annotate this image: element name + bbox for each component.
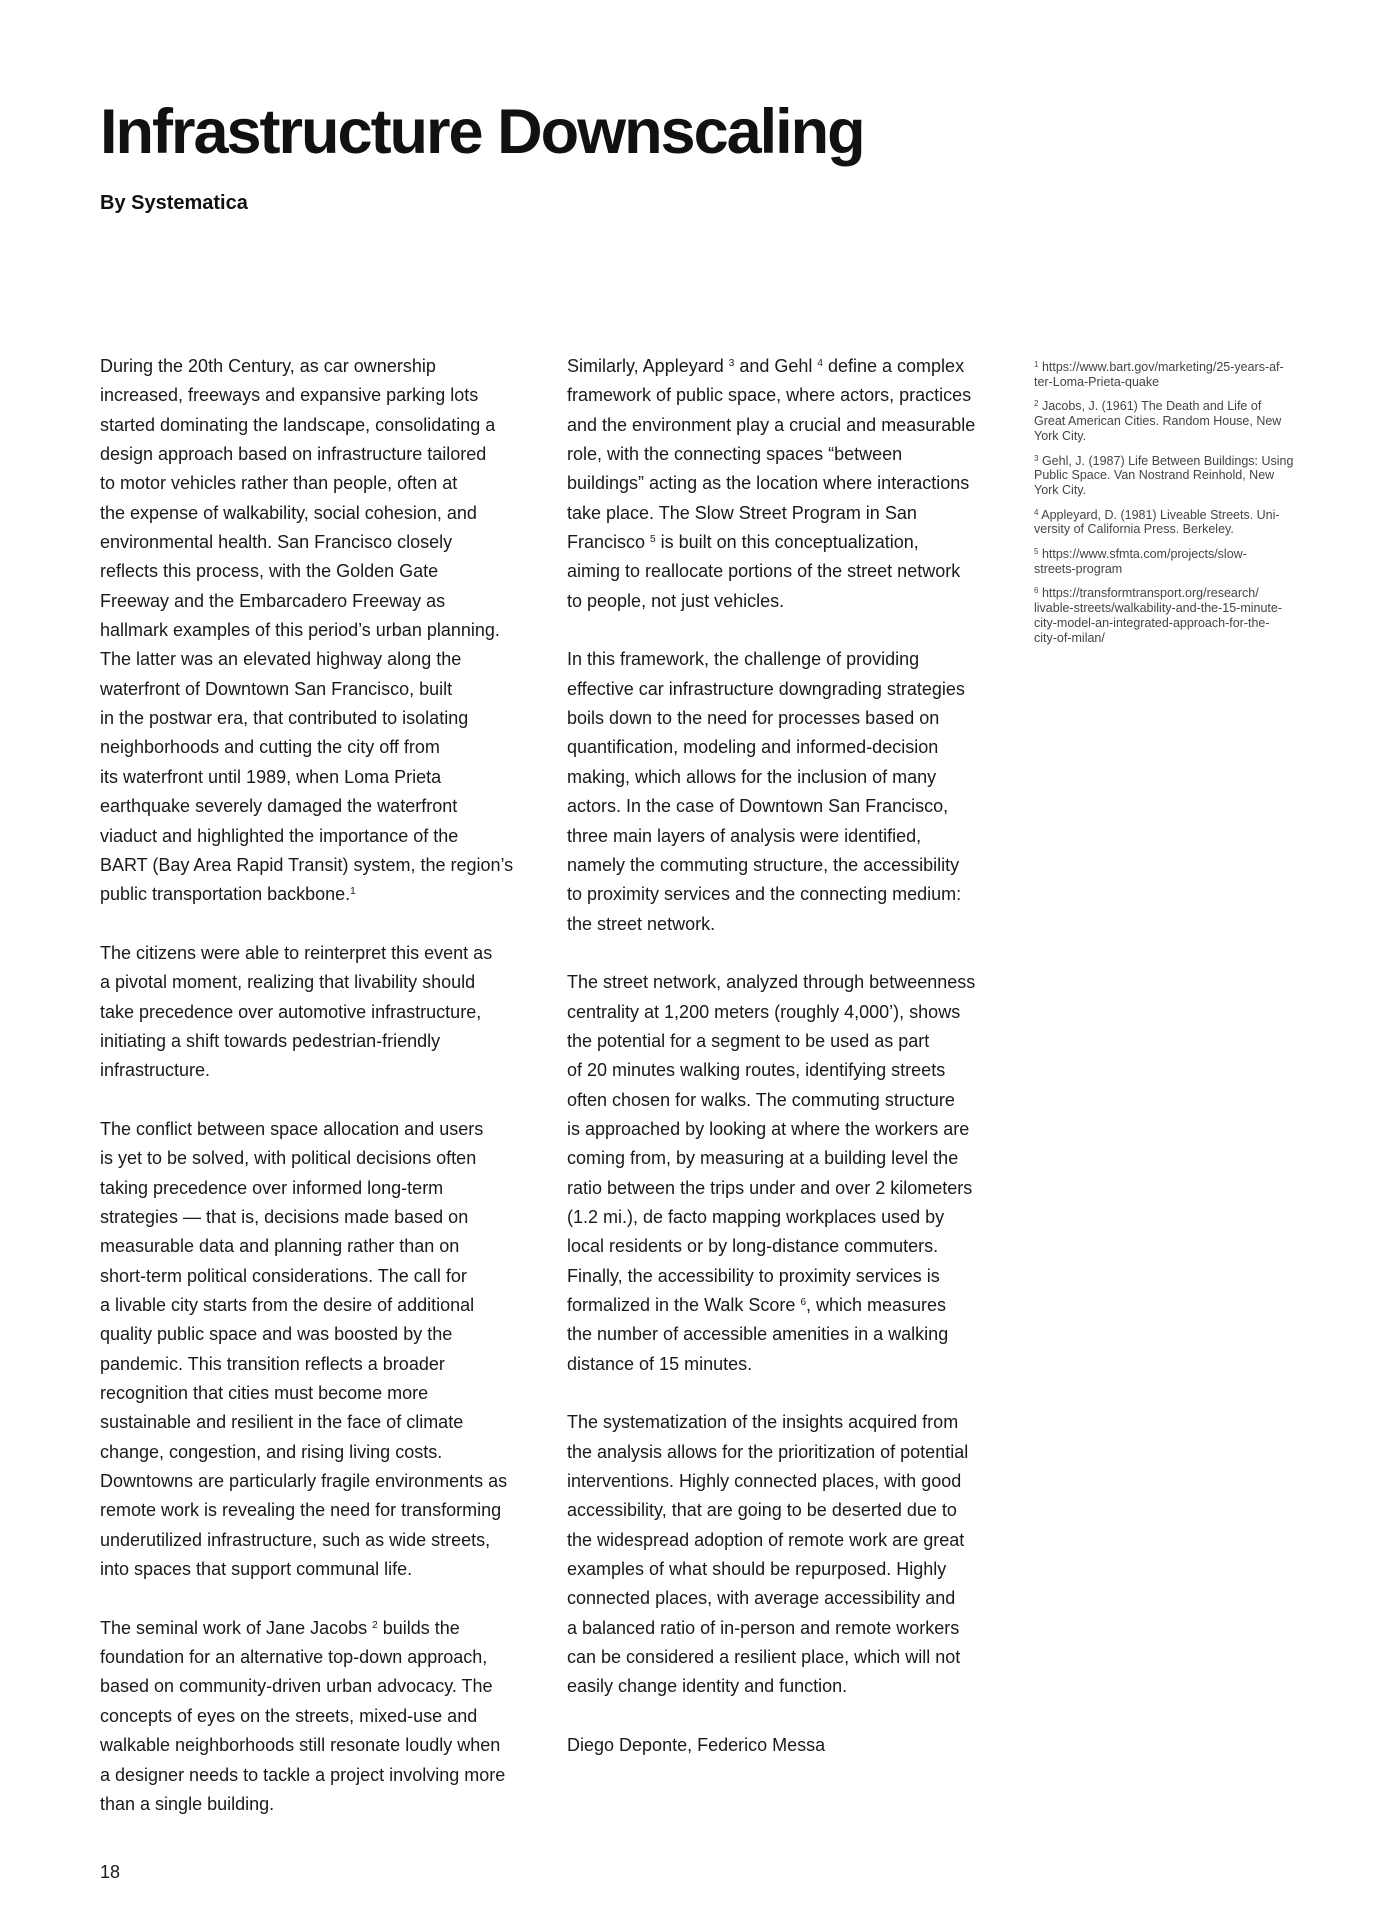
text-line: change, congestion, and rising living costs. <box>100 1441 443 1462</box>
text-line: a designer needs to tackle a project involving more <box>100 1764 506 1785</box>
text-line: interventions. Highly connected places, with good <box>567 1471 962 1492</box>
text-line: The systematization of the insights acquired from <box>567 1412 959 1433</box>
text-line: (1.2 mi.), de facto mapping workplaces used by <box>567 1206 945 1227</box>
author-credit: Diego Deponte, Federico Messa <box>567 1735 826 1756</box>
text-line: three main layers of analysis were identified, <box>567 825 922 846</box>
text-line: to people, not just vehicles. <box>567 590 785 611</box>
footnote-line[interactable]: streets-program <box>1034 561 1123 576</box>
text-line: aiming to reallocate portions of the street network <box>567 561 961 582</box>
text-line: underutilized infrastructure, such as wide streets, <box>100 1529 491 1550</box>
text-line: role, with the connecting spaces “between <box>567 444 903 465</box>
text-line: framework of public space, where actors, practices <box>567 385 972 406</box>
footnote-ref-3[interactable]: 3 <box>728 358 735 369</box>
footnote-line: York City. <box>1034 482 1087 497</box>
text-line: design approach based on infrastructure tailored <box>100 444 487 465</box>
text-line: is approached by looking at where the workers are <box>567 1118 970 1139</box>
footnote-line[interactable]: livable-streets/walkability-and-the-15-minute- <box>1034 601 1283 616</box>
text-line: distance of 15 minutes. <box>567 1353 753 1374</box>
paragraph-2 <box>100 939 540 1086</box>
text-line: than a single building. <box>100 1793 275 1814</box>
text-line: walkable neighborhoods still resonate loudly when <box>100 1735 501 1756</box>
footnote-ref-5[interactable]: 5 <box>650 534 656 546</box>
text-line: a pivotal moment, realizing that livability should <box>100 972 476 993</box>
text-line: strategies — that is, decisions made based on <box>100 1206 469 1227</box>
text-line: quality public space and was boosted by the <box>100 1324 453 1345</box>
footnote-ref-6[interactable]: 6 <box>800 1297 806 1308</box>
paragraph-3 <box>100 1115 540 1585</box>
text-line: Freeway and the Embarcadero Freeway as <box>100 590 446 611</box>
text-line: of 20 minutes walking routes, identifying streets <box>567 1060 946 1081</box>
paragraph-4: The seminal work of Jane Jacobs $^2$ builds the foundation for an alternative top-down approach, based on community-driven urban advocacy. The concepts of eyes on the streets, mixed-use and walkable neighborhoods still resonate loudly when a designer needs to tackle a project involving more than a single building. <box>100 1617 506 1814</box>
text-line: Finally, the accessibility to proximity services is <box>567 1265 940 1286</box>
text-line: boils down to the need for processes based on <box>567 708 940 729</box>
text-line: effective car infrastructure downgrading strategies <box>567 678 965 699</box>
text-line: short-term political considerations. The call for <box>100 1265 467 1286</box>
footnote-line[interactable]: https://www.bart.gov/marketing/25-years-af- <box>1041 360 1284 374</box>
footnote-line: Jacobs, J. (1961) The Death and Life of <box>1041 399 1262 414</box>
text-line: accessibility, that are going to be deserted due to <box>567 1500 957 1521</box>
footnote-6 <box>1034 586 1304 645</box>
footnote-line[interactable]: city-model-an-integrated-approach-for-the- <box>1034 615 1270 630</box>
text-line: ratio between the trips under and over 2 kilometers <box>567 1177 973 1198</box>
text-line: connected places, with average accessibility and <box>567 1588 956 1609</box>
byline: By Systematica <box>100 192 248 214</box>
footnote-line: versity of California Press. Berkeley. <box>1034 522 1234 537</box>
footnote-5 <box>1034 547 1304 576</box>
footnote-number: 1 <box>1034 360 1039 369</box>
text-line: and the environment play a crucial and measurable <box>567 414 976 435</box>
text-line: infrastructure. <box>100 1060 211 1081</box>
footnote-ref-2[interactable]: 2 <box>372 1619 378 1631</box>
footnote-4 <box>1034 508 1304 537</box>
text-line: to proximity services and the connecting medium: <box>567 884 962 905</box>
text-line: viaduct and highlighted the importance of the <box>100 825 459 846</box>
paragraph-8 <box>567 1408 1007 1701</box>
text-line: increased, freeways and expansive parking lots <box>100 385 479 406</box>
text-line: concepts of eyes on the streets, mixed-use and <box>100 1705 478 1726</box>
text-line: started dominating the landscape, consolidating a <box>100 414 496 435</box>
text-line: pandemic. This transition reflects a broader <box>100 1353 445 1374</box>
text-line: environmental health. San Francisco closely <box>100 532 453 553</box>
text-line: local residents or by long-distance commuters. <box>567 1236 939 1257</box>
body-column-left <box>100 352 540 1819</box>
footnote-line[interactable]: https://transformtransport.org/research/ <box>1041 586 1259 601</box>
text-line: sustainable and resilient in the face of climate <box>100 1412 464 1433</box>
text-line: a balanced ratio of in-person and remote workers <box>567 1617 960 1638</box>
text-line: in the postwar era, that contributed to isolating <box>100 708 469 729</box>
text-line: In this framework, the challenge of providing <box>567 649 920 670</box>
text-line: easily change identity and function. <box>567 1676 848 1697</box>
text-line: The conflict between space allocation and users <box>100 1118 484 1139</box>
footnote-number: 5 <box>1034 547 1039 557</box>
text-line: taking precedence over informed long-term <box>100 1177 444 1198</box>
footnote-line[interactable]: https://www.sfmta.com/projects/slow- <box>1041 547 1247 562</box>
body-column-middle <box>567 352 1007 1761</box>
text-line: to motor vehicles rather than people, often at <box>100 473 458 494</box>
text-line: the expense of walkability, social cohesion, and <box>100 502 477 523</box>
footnote-ref-4[interactable]: 4 <box>817 358 823 369</box>
text-line: based on community-driven urban advocacy. The <box>100 1676 493 1697</box>
paragraph-7: The street network, analyzed through betweenness centrality at 1,200 meters (roughly 4,000’), shows the potential for a segment to be used as part of 20 minutes walking routes, identifying streets often chosen for walks. The commuting structure is approached by looking at where the workers are coming from, by measuring at a building level the ratio between the trips under and over 2 kilometers (1.2 mi.), de facto mapping workplaces used by local residents or by long-distance commuters. Finally, the accessibility to proximity services is formalized in the Walk Score $^6$, which measures the number of accessible amenities in a walking distance of 15 minutes. <box>567 972 976 1374</box>
text-line: the analysis allows for the prioritization of potential <box>567 1441 969 1462</box>
text-line: The street network, analyzed through betweenness <box>567 972 976 993</box>
text-line: Downtowns are particularly fragile environments as <box>100 1471 508 1492</box>
text-line: The citizens were able to reinterpret this event as <box>100 942 493 963</box>
text-line: earthquake severely damaged the waterfront <box>100 796 458 817</box>
text-line: a livable city starts from the desire of additional <box>100 1295 475 1315</box>
footnote-line[interactable]: city-of-milan/ <box>1034 630 1105 645</box>
footnote-number: 3 <box>1034 453 1039 463</box>
text-line: foundation for an alternative top-down approach, <box>100 1647 488 1668</box>
page-number: 18 <box>100 1862 121 1882</box>
text-line: namely the commuting structure, the accessibility <box>567 854 960 875</box>
text-line: quantification, modeling and informed-decision <box>567 737 939 758</box>
footnote-1 <box>1034 360 1304 389</box>
text-line: can be considered a resilient place, which will not <box>567 1647 961 1668</box>
text-line: BART (Bay Area Rapid Transit) system, the region’s <box>100 854 514 875</box>
paragraph-1: During the 20th Century, as car ownership increased, freeways and expansive parking lots started dominating the landscape, consolidating a design approach based on infrastructure tailored to motor vehicles rather than people, often at the expense of walkability, social cohesion, and environmental health. San Francisco closely reflects this process, with the Golden Gate Freeway and the Embarcadero Freeway as hallmark examples of this period’s urban planning. The latter was an elevated highway along the waterfront of Downtown San Francisco, built in the postwar era, that contributed to isolating neighborhoods and cutting the city off from its waterfront until 1989, when Loma Prieta earthquake severely damaged the waterfront viaduct and highlighted the importance of the BART (Bay Area Rapid Transit) system, the region’s public transportation backbone.$^1$ <box>100 356 514 905</box>
page-title: Infrastructure Downscaling <box>100 97 864 167</box>
text-line: its waterfront until 1989, when Loma Prieta <box>100 766 442 787</box>
footnote-number: 6 <box>1034 586 1039 596</box>
paragraph-6 <box>567 645 1007 938</box>
text-line: reflects this process, with the Golden Gate <box>100 561 439 582</box>
text-line: often chosen for walks. The commuting structure <box>567 1089 955 1110</box>
text-line: initiating a shift towards pedestrian-friendly <box>100 1030 441 1051</box>
footnote-3 <box>1034 454 1304 498</box>
footnote-line[interactable]: ter-Loma-Prieta-quake <box>1034 374 1160 389</box>
footnote-number: 4 <box>1034 507 1039 517</box>
text-line: the street network. <box>567 913 716 934</box>
text-line: centrality at 1,200 meters (roughly 4,000’), shows <box>567 1001 961 1022</box>
footnote-line: Appleyard, D. (1981) Liveable Streets. Uni- <box>1041 507 1280 522</box>
text-line: The latter was an elevated highway along the <box>100 649 462 670</box>
text-line: into spaces that support communal life. <box>100 1559 413 1580</box>
footnote-line: York City. <box>1034 428 1087 443</box>
text-line: the widespread adoption of remote work are great <box>567 1529 965 1550</box>
paragraph-5: Similarly, Appleyard $^3$ and Gehl $^4$ define a complex framework of public space, where actors, practices and the environment play a crucial and measurable role, with the connecting spaces “between buildings” acting as the location where interactions take place. The Slow Street Program in San Francisco $^5$ is built on this conceptualization, aiming to reallocate portions of the street network to people, not just vehicles. <box>567 356 976 611</box>
text-line: During the 20th Century, as car ownership <box>100 356 436 376</box>
footnote-line: Gehl, J. (1987) Life Between Buildings: Using <box>1041 453 1294 468</box>
text-line: take place. The Slow Street Program in San <box>567 502 917 523</box>
footnote-ref-1[interactable]: 1 <box>350 886 356 898</box>
text-line: coming from, by measuring at a building level the <box>567 1148 959 1169</box>
text-line: take precedence over automotive infrastructure, <box>100 1001 482 1022</box>
text-line: the potential for a segment to be used as part <box>567 1030 930 1051</box>
footnote-2 <box>1034 399 1304 443</box>
text-line: recognition that cities must become more <box>100 1383 429 1404</box>
text-line: neighborhoods and cutting the city off from <box>100 737 440 758</box>
footnotes-column <box>1034 360 1304 655</box>
footnote-number: 2 <box>1034 399 1039 409</box>
text-line: making, which allows for the inclusion of many <box>567 766 937 787</box>
footnote-line: Great American Cities. Random House, New <box>1034 414 1282 429</box>
text-line: actors. In the case of Downtown San Francisco, <box>567 796 949 817</box>
text-line: measurable data and planning rather than on <box>100 1236 460 1257</box>
text-line: hallmark examples of this period’s urban planning. <box>100 620 500 641</box>
footnote-line: Public Space. Van Nostrand Reinhold, New <box>1034 468 1275 483</box>
text-line: the number of accessible amenities in a walking <box>567 1324 949 1345</box>
text-line: is yet to be solved, with political decisions often <box>100 1148 477 1169</box>
text-line: buildings” acting as the location where interactions <box>567 473 970 494</box>
text-line: remote work is revealing the need for transforming <box>100 1500 502 1521</box>
text-line: examples of what should be repurposed. Highly <box>567 1559 947 1580</box>
text-line: waterfront of Downtown San Francisco, built <box>100 678 453 699</box>
